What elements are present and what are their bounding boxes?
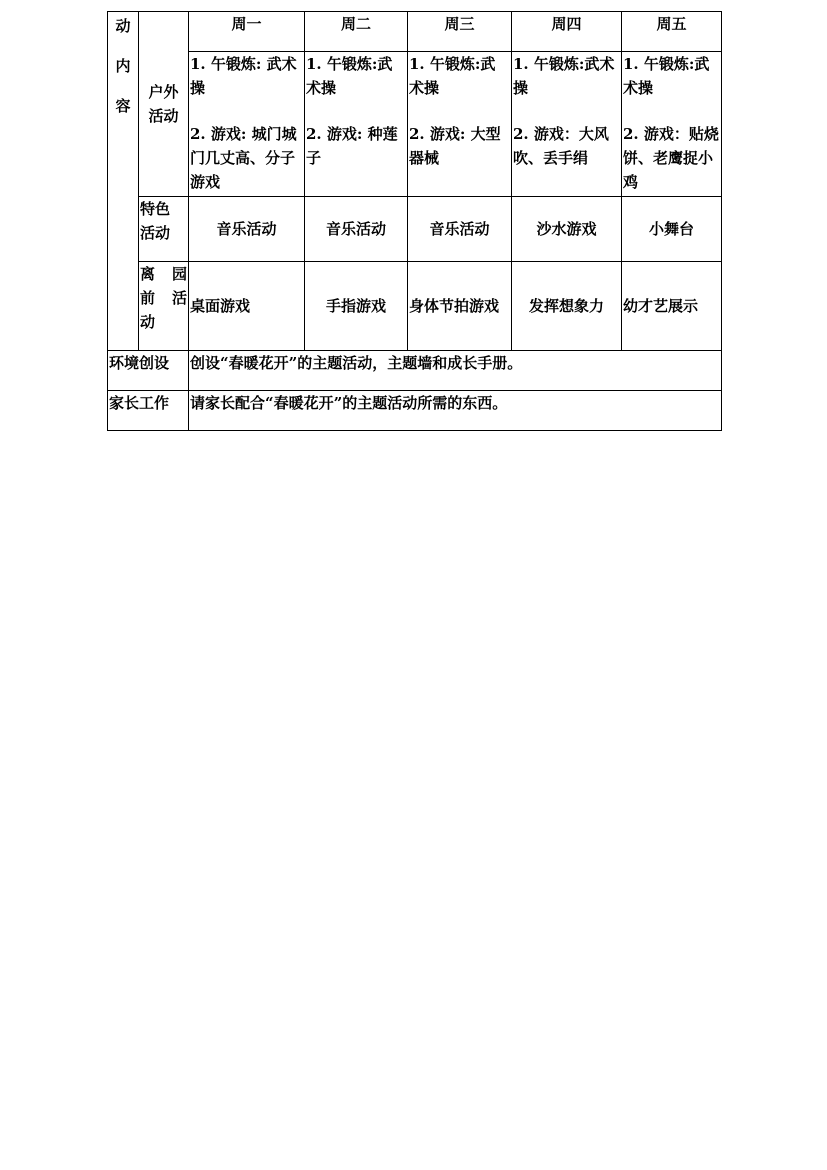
outdoor-label: 户外 活动 bbox=[139, 12, 189, 197]
before-leave-cell-fri: 幼才艺展示 bbox=[622, 262, 722, 351]
environment-content: 创设“春暖花开”的主题活动，主题墙和成长手册。 bbox=[189, 351, 722, 391]
environment-row bbox=[108, 351, 722, 391]
section-label-char: 内 bbox=[115, 57, 131, 75]
parents-content: 请家长配合“春暖花开”的主题活动所需的东西。 bbox=[189, 391, 722, 431]
outdoor-cell-tue: 1. 午锻炼:武术操 2. 游戏: 种莲子 bbox=[305, 52, 408, 197]
day-header-mon: 周一 bbox=[189, 12, 305, 52]
day-header-wed: 周三 bbox=[408, 12, 512, 52]
before-leave-cell-thu: 发挥想象力 bbox=[512, 262, 622, 351]
special-cell-mon: 音乐活动 bbox=[189, 197, 305, 262]
before-leave-row bbox=[108, 262, 722, 351]
parents-label: 家长工作 bbox=[108, 391, 189, 431]
special-cell-thu: 沙水游戏 bbox=[512, 197, 622, 262]
before-leave-cell-tue: 手指游戏 bbox=[305, 262, 408, 351]
special-cell-tue: 音乐活动 bbox=[305, 197, 408, 262]
day-header-fri: 周五 bbox=[622, 12, 722, 52]
special-label: 特色 活动 bbox=[139, 197, 189, 262]
special-cell-fri: 小舞台 bbox=[622, 197, 722, 262]
parents-row bbox=[108, 391, 722, 431]
outdoor-cell-thu: 1. 午锻炼:武术操 2. 游戏：大风吹、丢手绢 bbox=[512, 52, 622, 197]
before-leave-cell-mon: 桌面游戏 bbox=[189, 262, 305, 351]
environment-label: 环境创设 bbox=[108, 351, 189, 391]
outdoor-row bbox=[108, 52, 722, 197]
outdoor-cell-fri: 1. 午锻炼:武术操 2. 游戏：贴烧饼、老鹰捉小鸡 bbox=[622, 52, 722, 197]
special-row bbox=[108, 197, 722, 262]
day-header-tue: 周二 bbox=[305, 12, 408, 52]
outdoor-cell-mon: 1. 午锻炼: 武术操 2. 游戏: 城门城门几丈高、分子游戏 bbox=[189, 52, 305, 197]
section-label-char: 容 bbox=[115, 97, 131, 115]
section-label-char: 动 bbox=[115, 17, 131, 35]
header-row bbox=[108, 12, 722, 52]
before-leave-label: 离 园 前 活 动 bbox=[139, 262, 189, 351]
section-label-content bbox=[108, 12, 139, 351]
day-header-thu: 周四 bbox=[512, 12, 622, 52]
before-leave-cell-wed: 身体节拍游戏 bbox=[408, 262, 512, 351]
weekly-plan-table bbox=[107, 11, 722, 431]
special-cell-wed: 音乐活动 bbox=[408, 197, 512, 262]
outdoor-cell-wed: 1. 午锻炼:武术操 2. 游戏: 大型器械 bbox=[408, 52, 512, 197]
